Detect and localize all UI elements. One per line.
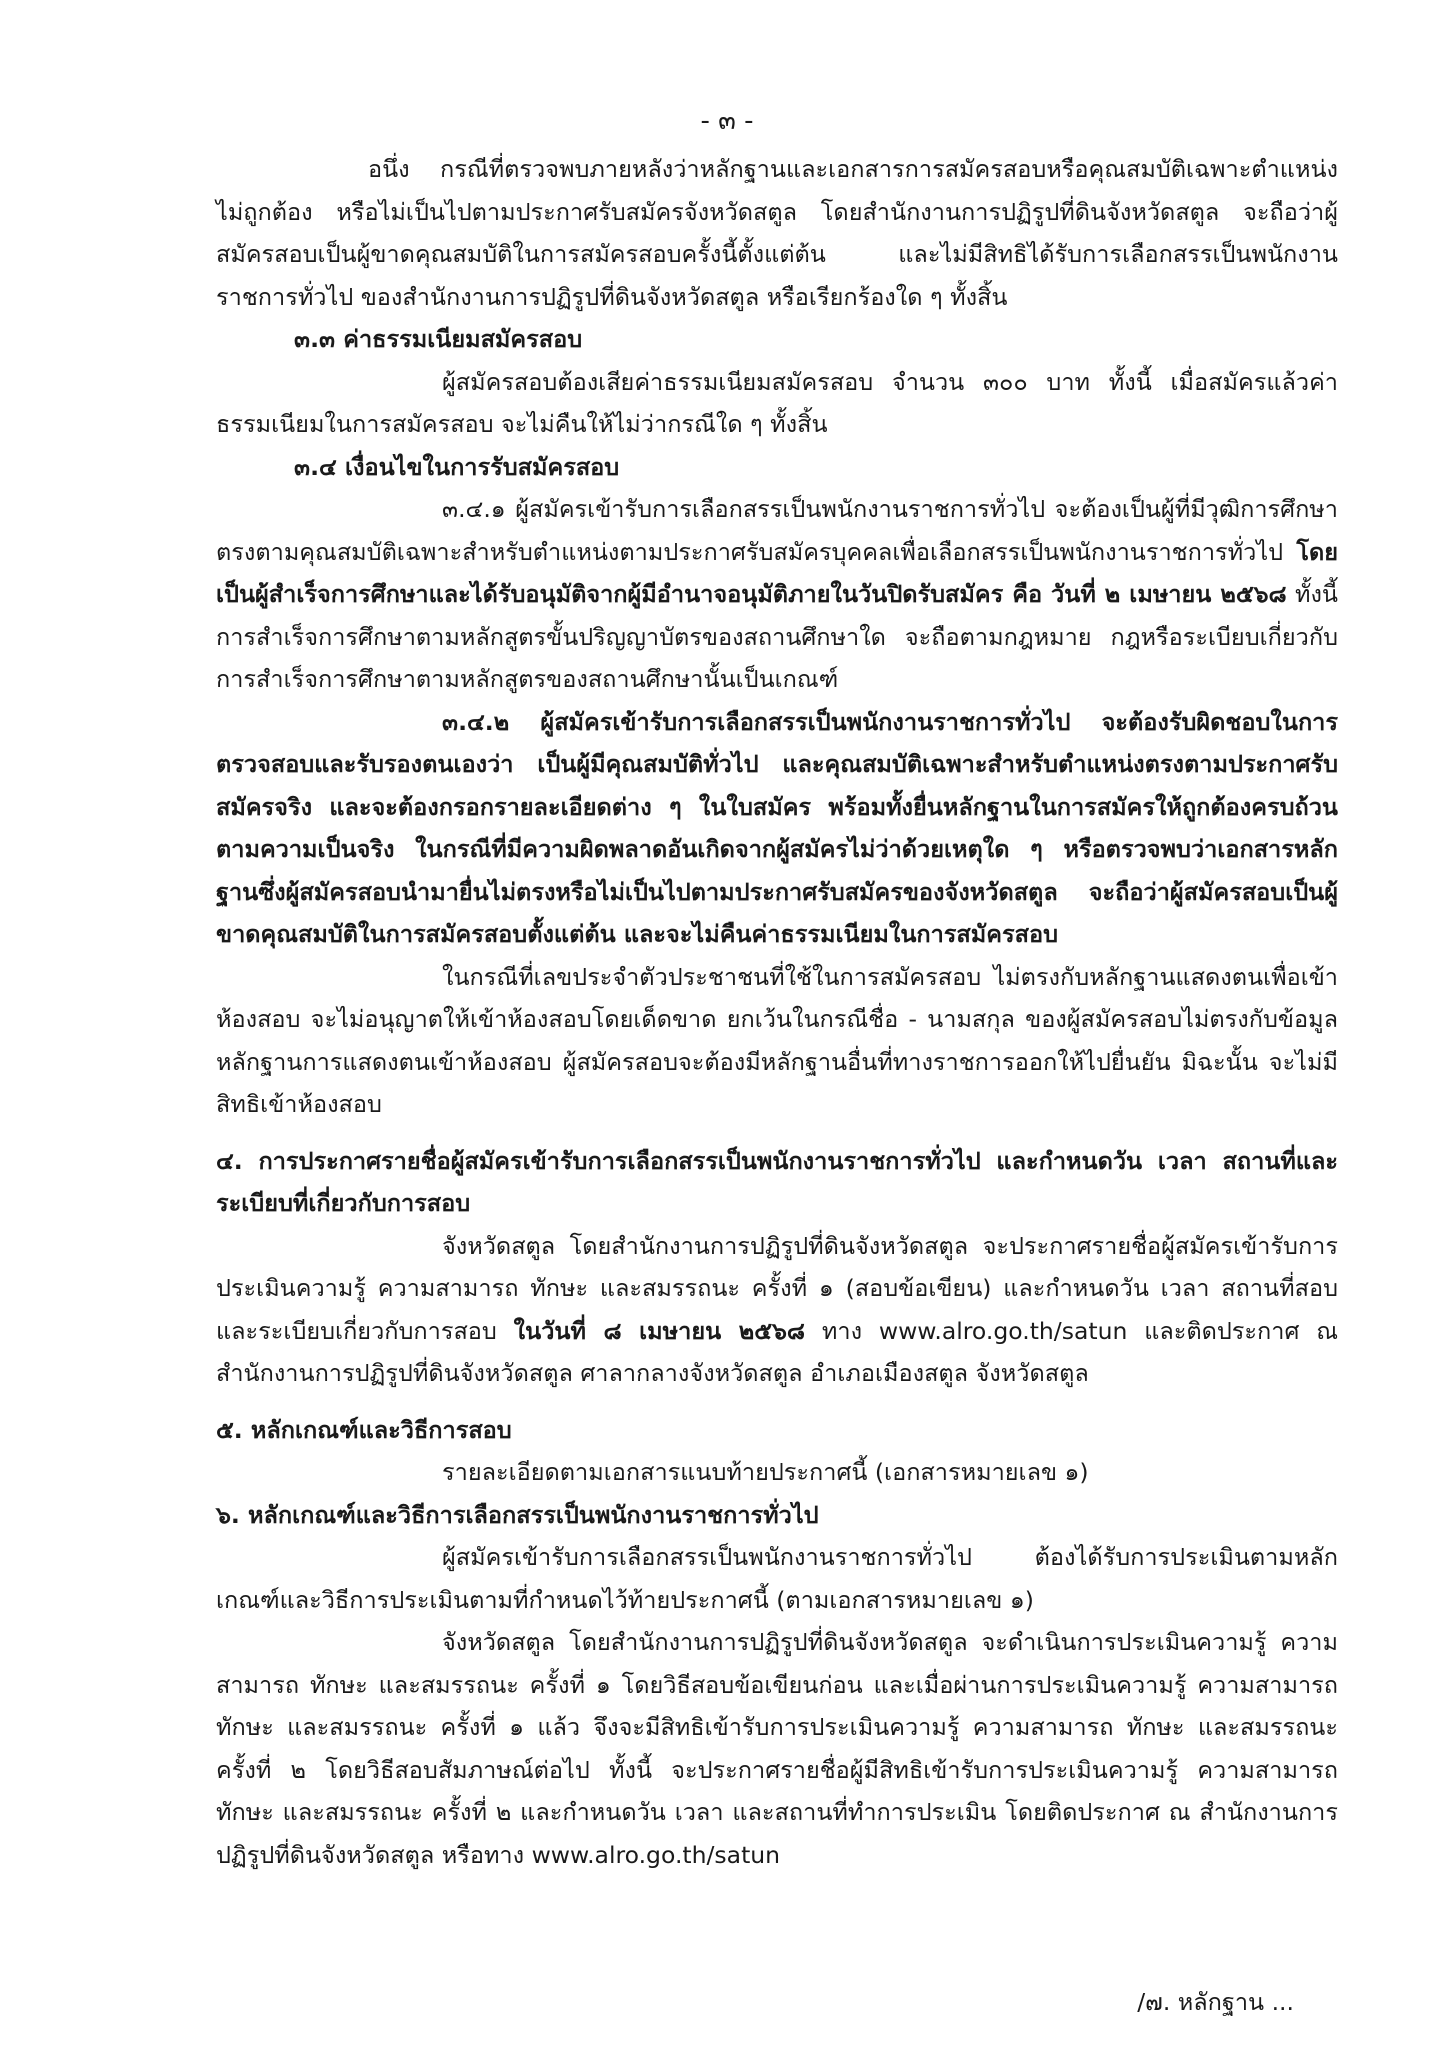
paragraph-3-4-1-text-c: ทั้งนี้ การสำเร็จการศึกษาตามหลักสูตรขั้นปริญญาบัตรของสถานศึกษาใด จะถือตามกฎหมาย กฎหรือระเบียบเกี่ยวกับการสำเร็จการศึกษาตามหลักสูตรของสถานศึกษานั้นเป็นเกณฑ์ bbox=[216, 580, 1338, 693]
paragraph-3-4-2: ๓.๔.๒ ผู้สมัครเข้ารับการเลือกสรรเป็นพนักงานราชการทั่วไป จะต้องรับผิดชอบในการตรวจสอบและรับรองตนเองว่า เป็นผู้มีคุณสมบัติทั่วไป และคุณสมบัติเฉพาะสำหรับตำแหน่งตรงตามประกาศรับสมัครจริง และจะต้องกรอกรายละเอียดต่าง ๆ ในใบสมัคร พร้อมทั้งยื่นหลักฐานในการสมัครให้ถูกต้องครบถ้วนตามความเป็นจริง ในกรณีที่มีความผิดพลาดอันเกิดจากผู้สมัครไม่ว่าด้วยเหตุใด ๆ หรือตรวจพบว่าเอกสารหลักฐานซึ่งผู้สมัครสอบนำมายื่นไม่ตรงหรือไม่เป็นไปตามประกาศรับสมัครของจังหวัดสตูล จะถือว่าผู้สมัครสอบเป็นผู้ขาดคุณสมบัติในการสมัครสอบตั้งแต่ต้น และจะไม่คืนค่าธรรมเนียมในการสมัครสอบ bbox=[216, 707, 1338, 948]
paragraph-4 bbox=[216, 1225, 1338, 1395]
heading-6-selection-criteria: ๖. หลักเกณฑ์และวิธีการเลือกสรรเป็นพนักงานราชการทั่วไป bbox=[216, 1500, 819, 1529]
paragraph-disqualification: อนึ่ง กรณีที่ตรวจพบภายหลังว่าหลักฐานและเอกสารการสมัครสอบหรือคุณสมบัติเฉพาะตำแหน่งไม่ถูกต้อง หรือไม่เป็นไปตามประกาศรับสมัครจังหวัดสตูล โดยสำนักงานการปฏิรูปที่ดินจังหวัดสตูล จะถือว่าผู้สมัครสอบเป็นผู้ขาดคุณสมบัติในการสมัครสอบครั้งนี้ตั้งแต่ต้น และไม่มีสิทธิได้รับการเลือกสรรเป็นพนักงานราชการทั่วไป ของสำนักงานการปฏิรูปที่ดินจังหวัดสตูล หรือเรียกร้องใด ๆ ทั้งสิ้น bbox=[216, 155, 1338, 311]
heading-3-3-fee: ๓.๓ ค่าธรรมเนียมสมัครสอบ bbox=[294, 325, 583, 353]
paragraph-4-bold-date: ในวันที่ ๘ เมษายน ๒๕๖๘ bbox=[513, 1316, 806, 1345]
continuation-note: /๗. หลักฐาน ... bbox=[1137, 1988, 1294, 2016]
paragraph-3-4-1-text-a: ๓.๔.๑ ผู้สมัครเข้ารับการเลือกสรรเป็นพนักงานราชการทั่วไป จะต้องเป็นผู้ที่มีวุฒิการศึกษาตรงตามคุณสมบัติเฉพาะสำหรับตำแหน่งตามประกาศรับสมัครบุคคลเพื่อเลือกสรรเป็นพนักงานราชการทั่วไป bbox=[216, 495, 1338, 566]
paragraph-3-4-1-bold-deadline: โดยเป็นผู้สำเร็จการศึกษาและได้รับอนุมัติจากผู้มีอำนาจอนุมัติภายในวันปิดรับสมัคร คือ วันที่ ๒ เมษายน ๒๕๖๘ bbox=[216, 537, 1338, 608]
heading-5-exam-criteria: ๕. หลักเกณฑ์และวิธีการสอบ bbox=[216, 1415, 512, 1444]
paragraph-6-2: จังหวัดสตูล โดยสำนักงานการปฏิรูปที่ดินจังหวัดสตูล จะดำเนินการประเมินความรู้ ความสามารถ ทักษะ และสมรรถนะ ครั้งที่ ๑ โดยวิธีสอบข้อเขียนก่อน และเมื่อผ่านการประเมินความรู้ ความสามารถ ทักษะ และสมรรถนะ ครั้งที่ ๑ แล้ว จึงจะมีสิทธิเข้ารับการประเมินความรู้ ความสามารถ ทักษะ และสมรรถนะ ครั้งที่ ๒ โดยวิธีสอบสัมภาษณ์ต่อไป ทั้งนี้ จะประกาศรายชื่อผู้มีสิทธิเข้ารับการประเมินความรู้ ความสามารถ ทักษะ และสมรรถนะ ครั้งที่ ๒ และกำหนดวัน เวลา และสถานที่ทำการประเมิน โดยติดประกาศ ณ สำนักงานการปฏิรูปที่ดินจังหวัดสตูล หรือทาง www.alro.go.th/satun bbox=[216, 1628, 1338, 1869]
heading-3-4-conditions: ๓.๔ เงื่อนไขในการรับสมัครสอบ bbox=[294, 452, 620, 481]
paragraph-fee: ผู้สมัครสอบต้องเสียค่าธรรมเนียมสมัครสอบ จำนวน ๓๐๐ บาท ทั้งนี้ เมื่อสมัครแล้วค่าธรรมเนียมในการสมัครสอบ จะไม่คืนให้ไม่ว่ากรณีใด ๆ ทั้งสิ้น bbox=[216, 367, 1338, 438]
paragraph-id-card: ในกรณีที่เลขประจำตัวประชาชนที่ใช้ในการสมัครสอบ ไม่ตรงกับหลักฐานแสดงตนเพื่อเข้าห้องสอบ จะไม่อนุญาตให้เข้าห้องสอบโดยเด็ดขาด ยกเว้นในกรณีชื่อ - นามสกุล ของผู้สมัครสอบไม่ตรงกับข้อมูลหลักฐานการแสดงตนเข้าห้องสอบ ผู้สมัครสอบจะต้องมีหลักฐานอื่นที่ทางราชการออกให้ไปยื่นยัน มิฉะนั้น จะไม่มีสิทธิเข้าห้องสอบ bbox=[216, 962, 1338, 1118]
heading-4-announcement: ๔. การประกาศรายชื่อผู้สมัครเข้ารับการเลือกสรรเป็นพนักงานราชการทั่วไป และกำหนดวัน เวลา สถานที่และระเบียบที่เกี่ยวกับการสอบ bbox=[216, 1146, 1338, 1217]
paragraph-3-4-1 bbox=[216, 488, 1338, 701]
page-number: - ๓ - bbox=[700, 106, 754, 136]
paragraph-6-1: ผู้สมัครเข้ารับการเลือกสรรเป็นพนักงานราชการทั่วไป ต้องได้รับการประเมินตามหลักเกณฑ์และวิธีการประเมินตามที่กำหนดไว้ท้ายประกาศนี้ (ตามเอกสารหมายเลข ๑) bbox=[216, 1543, 1338, 1614]
paragraph-4-text-c: ทาง www.alro.go.th/satun และติดประกาศ ณ สำนักงานการปฏิรูปที่ดินจังหวัดสตูล ศาลากลางจังหวัดสตูล อำเภอเมืองสตูล จังหวัดสตูล bbox=[216, 1316, 1339, 1387]
paragraph-4-text-a: จังหวัดสตูล โดยสำนักงานการปฏิรูปที่ดินจังหวัดสตูล จะประกาศรายชื่อผู้สมัครเข้ารับการประเมินความรู้ ความสามารถ ทักษะ และสมรรถนะ ครั้งที่ ๑ (สอบข้อเขียน) และกำหนดวัน เวลา สถานที่สอบและระเบียบเกี่ยวกับการสอบ bbox=[216, 1231, 1338, 1345]
paragraph-5: รายละเอียดตามเอกสารแนบท้ายประกาศนี้ (เอกสารหมายเลข ๑) bbox=[442, 1458, 1089, 1486]
document-body bbox=[216, 148, 1338, 1876]
